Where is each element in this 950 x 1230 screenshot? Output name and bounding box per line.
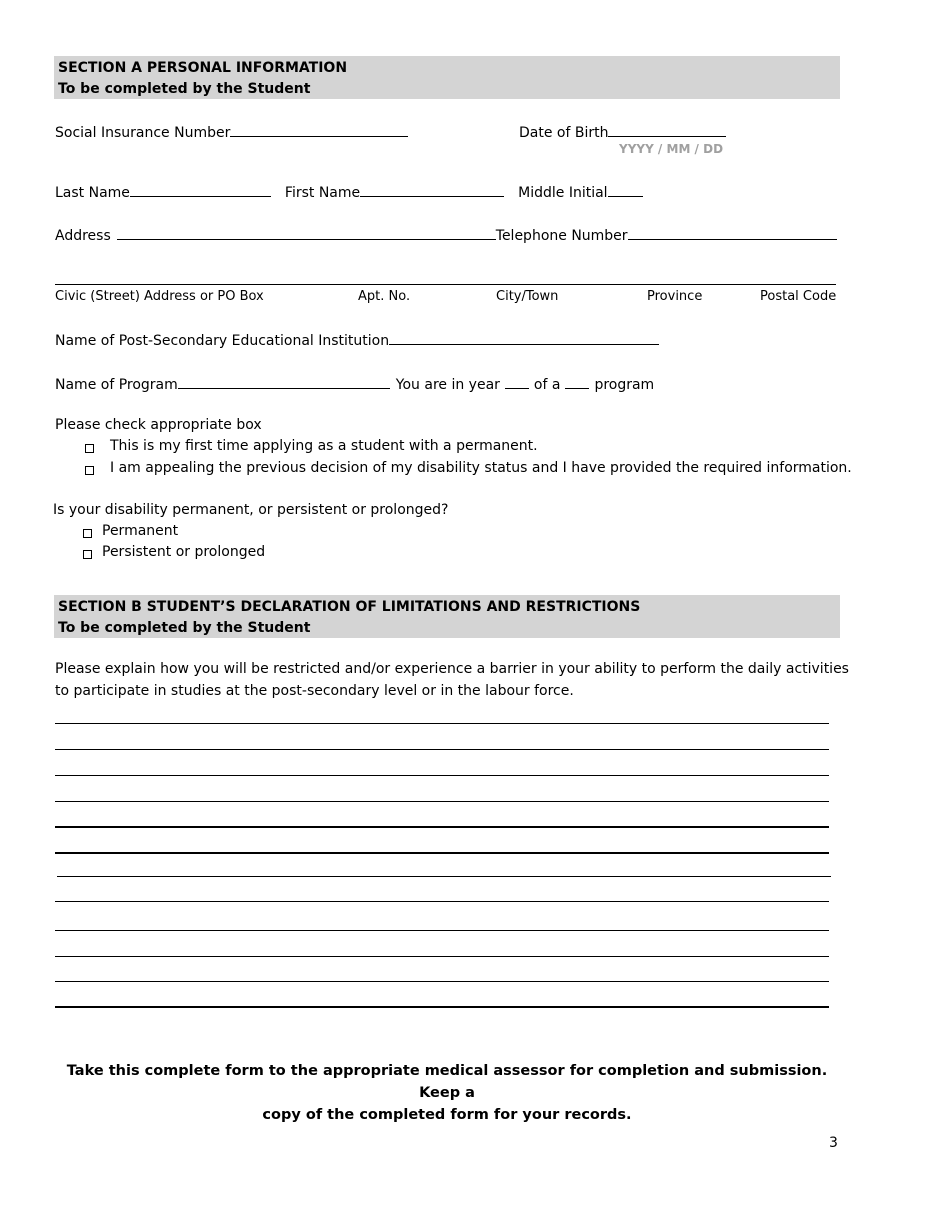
response-line[interactable] xyxy=(55,981,829,982)
address-part-apt: Apt. No. xyxy=(358,289,411,304)
section-b-title: SECTION B STUDENT’S DECLARATION OF LIMITATIONS AND RESTRICTIONS xyxy=(58,599,641,615)
program-label: Name of Program xyxy=(55,377,178,393)
response-line[interactable] xyxy=(55,775,829,776)
telephone-input[interactable] xyxy=(628,225,837,240)
telephone-label: Telephone Number xyxy=(495,228,628,244)
response-line[interactable] xyxy=(55,723,829,724)
last-name-input[interactable] xyxy=(130,182,271,197)
response-line[interactable] xyxy=(55,901,829,902)
first-time-checkbox[interactable] xyxy=(85,444,94,453)
check-prompt: Please check appropriate box xyxy=(55,417,262,433)
institution-input[interactable] xyxy=(389,330,659,345)
response-line[interactable] xyxy=(55,1006,829,1008)
year-prefix: You are in year xyxy=(395,377,500,393)
response-line[interactable] xyxy=(55,956,829,957)
address-part-province: Province xyxy=(647,289,703,304)
section-a-subtitle: To be completed by the Student xyxy=(58,81,311,97)
address-full-line[interactable] xyxy=(55,284,836,285)
address-input[interactable] xyxy=(117,225,496,240)
institution-row xyxy=(55,330,659,349)
response-line[interactable] xyxy=(55,930,829,931)
response-line[interactable] xyxy=(55,852,829,854)
year-input[interactable] xyxy=(505,374,529,389)
address-row xyxy=(55,225,837,244)
response-line[interactable] xyxy=(55,749,829,750)
address-label: Address xyxy=(55,228,111,244)
permanent-checkbox[interactable] xyxy=(83,529,92,538)
program-input[interactable] xyxy=(178,374,390,389)
permanent-option-label: Permanent xyxy=(102,523,179,539)
section-b-subtitle: To be completed by the Student xyxy=(58,620,311,636)
footer-note xyxy=(54,1060,840,1126)
section-a-header xyxy=(54,56,840,99)
first-time-option-label: This is my first time applying as a student with a permanent. xyxy=(110,438,538,454)
name-row xyxy=(55,182,643,201)
dob-label: Date of Birth xyxy=(519,125,609,141)
section-b-instructions-line1: Please explain how you will be restricted and/or experience a barrier in your ability to perform the daily activities xyxy=(55,661,849,677)
appeal-checkbox[interactable] xyxy=(85,466,94,475)
year-suffix: program xyxy=(594,377,655,393)
year-of-label: of a xyxy=(533,377,561,393)
program-length-input[interactable] xyxy=(565,374,589,389)
section-b-header xyxy=(54,595,840,638)
footer-note-line1: Take this complete form to the appropriate medical assessor for completion and submission. Keep a xyxy=(66,1063,828,1101)
sin-row xyxy=(55,122,408,141)
address-part-postal: Postal Code xyxy=(760,289,837,304)
response-line[interactable] xyxy=(55,826,829,828)
persistent-option-label: Persistent or prolonged xyxy=(102,544,266,560)
sin-input[interactable] xyxy=(230,122,408,137)
first-name-label: First Name xyxy=(284,185,361,201)
appeal-option-label: I am appealing the previous decision of my disability status and I have provided the required information. xyxy=(110,460,852,476)
disability-prompt: Is your disability permanent, or persistent or prolonged? xyxy=(53,502,449,518)
program-row xyxy=(55,374,654,393)
response-line[interactable] xyxy=(57,876,831,877)
persistent-checkbox[interactable] xyxy=(83,550,92,559)
institution-label: Name of Post-Secondary Educational Institution xyxy=(55,333,390,349)
address-part-civic: Civic (Street) Address or PO Box xyxy=(55,289,264,304)
sin-label: Social Insurance Number xyxy=(55,125,231,141)
first-name-input[interactable] xyxy=(360,182,504,197)
dob-row xyxy=(519,122,726,141)
footer-note-line2: copy of the completed form for your records. xyxy=(262,1107,632,1123)
address-part-city: City/Town xyxy=(496,289,559,304)
section-a-title: SECTION A PERSONAL INFORMATION xyxy=(58,60,348,76)
middle-initial-label: Middle Initial xyxy=(518,185,608,201)
last-name-label: Last Name xyxy=(55,185,130,201)
dob-hint: YYYY / MM / DD xyxy=(619,142,724,156)
middle-initial-input[interactable] xyxy=(608,182,643,197)
section-b-instructions-line2: to participate in studies at the post-secondary level or in the labour force. xyxy=(55,683,574,699)
response-line[interactable] xyxy=(55,801,829,802)
dob-input[interactable] xyxy=(608,122,726,137)
page-number: 3 xyxy=(829,1135,838,1151)
